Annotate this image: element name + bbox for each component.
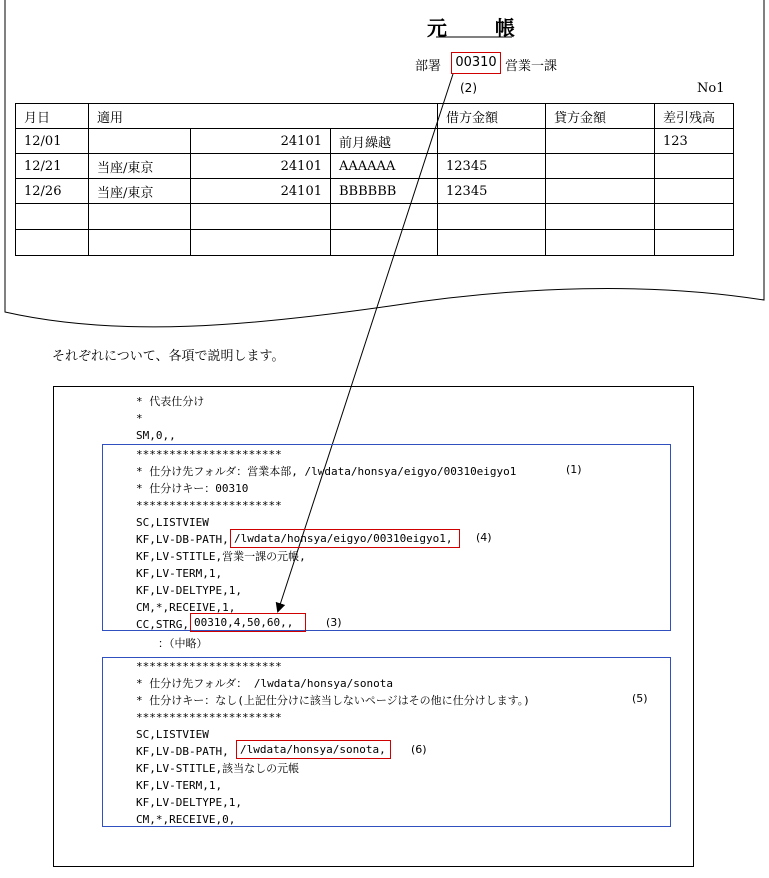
block2-folder-comment: * 仕分け先フォルダ： /lwdata/honsya/sonota xyxy=(136,677,393,690)
block2-stars-top: ********************** xyxy=(136,660,282,673)
header-debit: 借方金額 xyxy=(438,104,546,129)
cell-code: 24101 xyxy=(191,154,331,179)
table-row-empty xyxy=(16,230,734,256)
header-description: 適用 xyxy=(89,104,438,129)
block2-deltype: KF,LV-DELTYPE,1, xyxy=(136,796,242,809)
code-intro-line-1: * 代表仕分け xyxy=(136,395,205,408)
block1-key-comment: * 仕分けキー：00310 xyxy=(136,482,249,495)
table-row xyxy=(16,129,734,154)
table-row xyxy=(16,154,734,179)
cell-debit: 12345 xyxy=(438,179,546,204)
block1-listview: SC,LISTVIEW xyxy=(136,516,209,529)
marker-1: (1) xyxy=(566,463,582,476)
block1-dbpath-key: KF,LV-DB-PATH, xyxy=(136,533,229,546)
block2-listview: SC,LISTVIEW xyxy=(136,728,209,741)
cell-balance xyxy=(655,179,734,204)
cell-debit xyxy=(438,129,546,154)
block2-key-comment: * 仕分けキー：なし(上記仕分けに該当しないページはその他に仕分けします。) xyxy=(136,694,530,707)
header-balance: 差引残高 xyxy=(655,104,734,129)
table-row xyxy=(16,179,734,204)
block1-folder-comment: * 仕分け先フォルダ：営業本部, /lwdata/honsya/eigyo/00310eigyo1 xyxy=(136,465,517,478)
code-intro-line-3: SM,0,, xyxy=(136,429,176,442)
block2-stitle: KF,LV-STITLE,該当なしの元帳 xyxy=(136,762,300,775)
block1-dbpath-value-highlight: /lwdata/honsya/eigyo/00310eigyo1, xyxy=(230,529,460,548)
cell-memo: BBBBBB xyxy=(331,179,438,204)
cell-date: 12/21 xyxy=(16,154,89,179)
block1-term: KF,LV-TERM,1, xyxy=(136,567,223,580)
block1-stars-top: ********************** xyxy=(136,448,282,461)
block1-receive: CM,*,RECEIVE,1, xyxy=(136,601,236,614)
block2-stars-bottom: ********************** xyxy=(136,711,282,724)
cell-code: 24101 xyxy=(191,179,331,204)
cell-date: 12/26 xyxy=(16,179,89,204)
dept-name: 営業一課 xyxy=(505,59,558,74)
header-credit: 貸方金額 xyxy=(546,104,655,129)
ledger-title: 元 帳 xyxy=(427,16,529,40)
marker-5: (5) xyxy=(632,692,648,705)
page-number: No1 xyxy=(697,81,725,96)
marker-3: (3) xyxy=(326,616,342,629)
block1-stars-bottom: ********************** xyxy=(136,499,282,512)
cell-debit: 12345 xyxy=(438,154,546,179)
ledger-header-row xyxy=(16,104,734,129)
header-date: 月日 xyxy=(16,104,89,129)
block2-term: KF,LV-TERM,1, xyxy=(136,779,223,792)
caption: それぞれについて、各項で説明します。 xyxy=(52,349,285,364)
cell-credit xyxy=(546,154,655,179)
block2-receive: CM,*,RECEIVE,0, xyxy=(136,813,236,826)
marker-4: (4) xyxy=(476,531,492,544)
cell-memo: AAAAAA xyxy=(331,154,438,179)
marker-6: (6) xyxy=(411,743,427,756)
block1-strg-key: CC,STRG, xyxy=(136,618,189,631)
block1-deltype: KF,LV-DELTYPE,1, xyxy=(136,584,242,597)
marker-2: (2) xyxy=(460,81,477,95)
block2-dbpath-value-highlight: /lwdata/honsya/sonota, xyxy=(236,740,391,759)
code-intro-line-2: * xyxy=(136,412,143,425)
cell-credit xyxy=(546,129,655,154)
cell-balance xyxy=(655,154,734,179)
cell-credit xyxy=(546,179,655,204)
cell-account: 当座/東京 xyxy=(89,154,191,179)
cell-memo: 前月繰越 xyxy=(331,129,438,154)
cell-account xyxy=(89,129,191,154)
block2-dbpath-key: KF,LV-DB-PATH, xyxy=(136,745,229,758)
table-row-empty xyxy=(16,204,734,230)
block1-stitle: KF,LV-STITLE,営業一課の元帳, xyxy=(136,550,306,563)
cell-date: 12/01 xyxy=(16,129,89,154)
block1-strg-value-highlight: 00310,4,50,60,, xyxy=(190,613,306,632)
cell-code: 24101 xyxy=(191,129,331,154)
cell-account: 当座/東京 xyxy=(89,179,191,204)
ledger-table xyxy=(15,103,734,256)
dept-label: 部署 xyxy=(415,59,442,74)
omitted-note: ：（中略） xyxy=(158,637,208,650)
cell-balance: 123 xyxy=(655,129,734,154)
dept-code-highlight: 00310 xyxy=(451,52,501,74)
